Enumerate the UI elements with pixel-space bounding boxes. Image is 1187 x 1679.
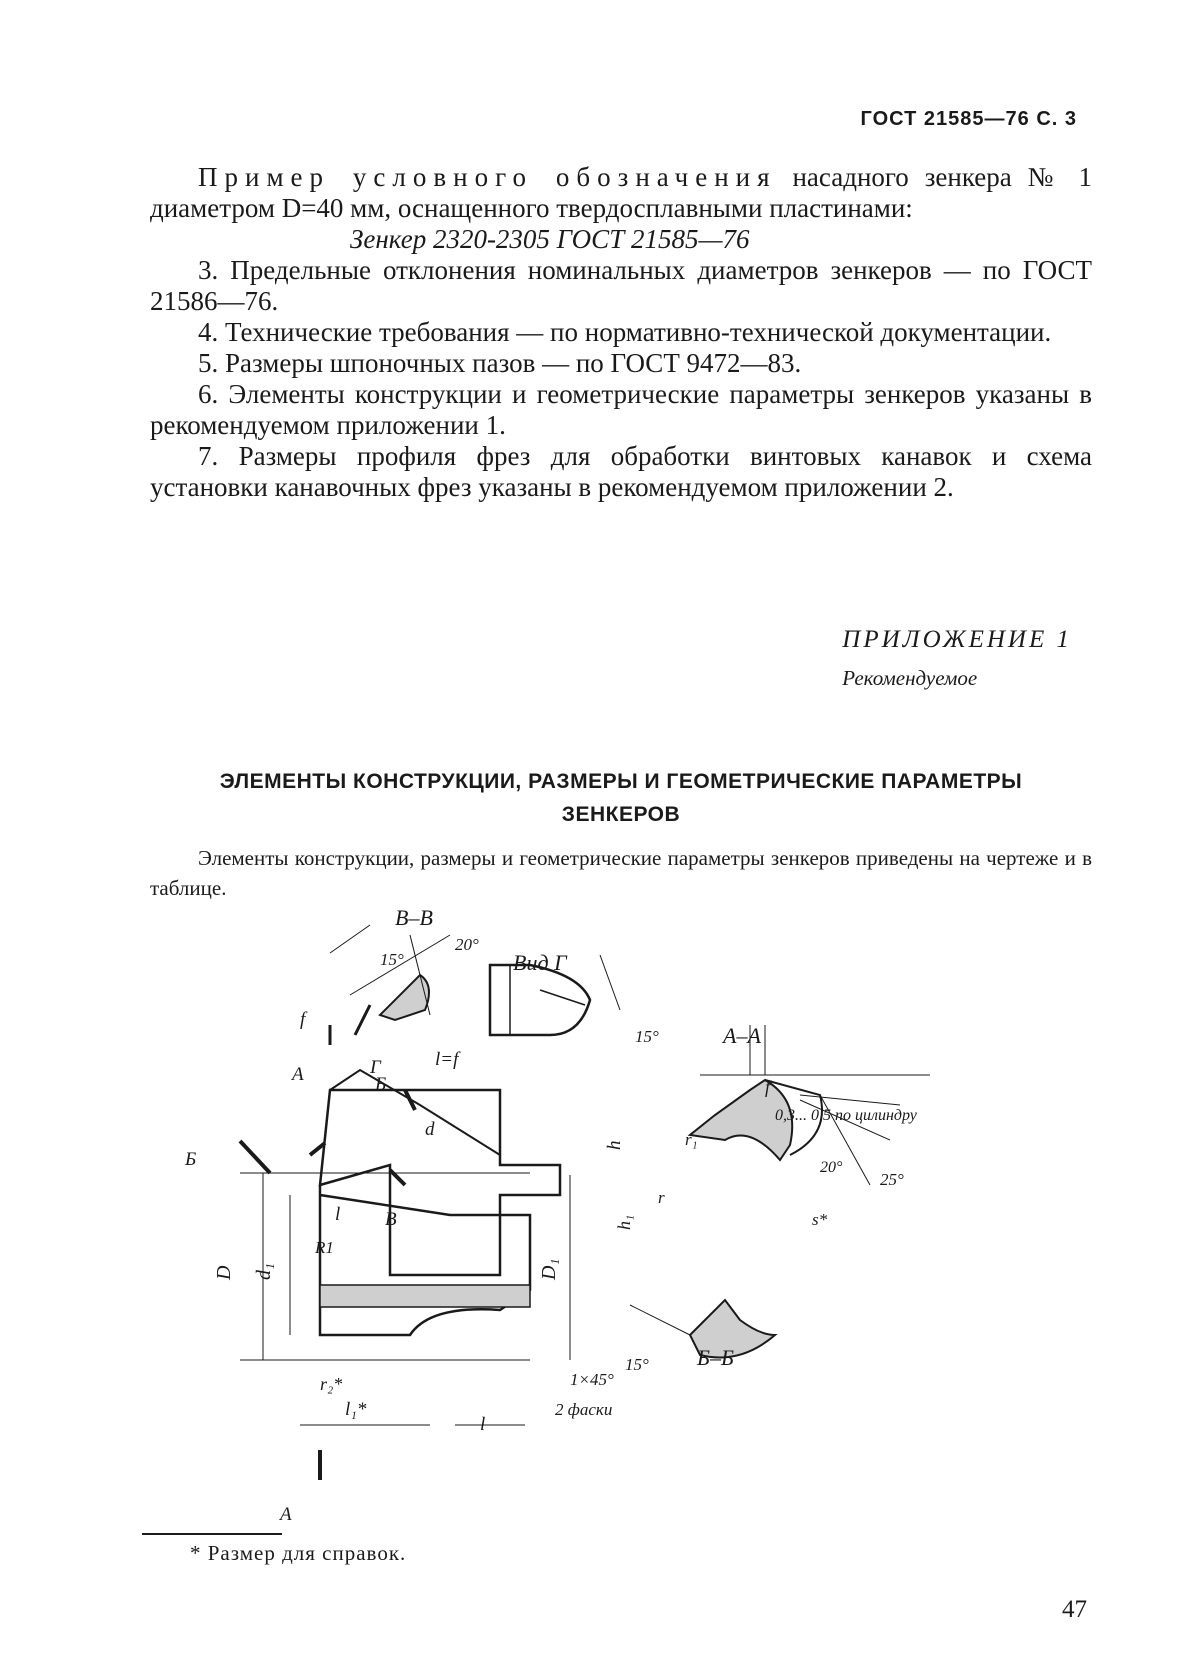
label-D1: D₁	[538, 1258, 560, 1280]
label-h: h	[604, 1140, 625, 1150]
section-aa-view	[690, 1025, 930, 1185]
label-D: D	[213, 1265, 235, 1280]
designation: Зенкер 2320-2305 ГОСТ 21585—76	[350, 224, 750, 254]
item-6: 6. Элементы конструкции и геометрические параметры зенкеров указаны в рекомендуемом приложении 1.	[150, 379, 1092, 440]
section-aa-label: А–А	[723, 1023, 761, 1048]
label-f-aa: f	[765, 1077, 771, 1097]
label-l-bottom: l	[480, 1414, 486, 1435]
example-paragraph	[150, 162, 1092, 224]
label-d1: d₁	[253, 1263, 275, 1280]
angle-25-aa: 25°	[880, 1170, 904, 1189]
label-l-eq-f: l=f	[435, 1049, 459, 1070]
label-f-top: f	[300, 1009, 306, 1030]
label-A-bottom: А	[280, 1504, 292, 1525]
angle-15-vv: 15°	[380, 950, 404, 969]
angle-15-bb: 15°	[625, 1355, 649, 1374]
example-rest: насадного зенкера № 1 диаметром D=40 мм, оснащенного твердосплавными пластинами:	[150, 162, 1093, 223]
footnote: * Размер для справок.	[190, 1541, 407, 1565]
label-B-top: Б	[375, 1074, 387, 1095]
label-r1: r₁	[685, 1130, 698, 1149]
section-vv-label: В–В	[395, 905, 433, 930]
angle-20-vv: 20°	[455, 935, 479, 954]
running-head: ГОСТ 21585—76 С. 3	[860, 108, 1077, 130]
view-g-label: Вид Г	[513, 950, 567, 975]
label-B-left: Б	[185, 1149, 197, 1170]
section-intro	[150, 843, 1092, 903]
label-r2: r₂*	[320, 1374, 343, 1394]
label-R1: R1	[315, 1238, 334, 1257]
section-vv-view	[350, 935, 450, 1020]
label-V: В	[385, 1209, 397, 1230]
item-5: 5. Размеры шпоночных пазов — по ГОСТ 9472—83.	[198, 348, 802, 378]
label-r: r	[658, 1188, 665, 1207]
chamfer-label: 1×45°	[570, 1370, 614, 1389]
label-s: s*	[812, 1210, 828, 1229]
footnote-rule	[142, 1533, 282, 1535]
item-3: 3. Предельные отклонения номинальных диаметров зенкеров — по ГОСТ 21586—76.	[150, 255, 1092, 316]
appendix-label: ПРИЛОЖЕНИЕ 1	[842, 626, 1072, 653]
countersink-drawing	[180, 895, 1080, 1545]
cyl-note: 0,3... 0,5 по цилиндру	[775, 1107, 917, 1124]
main-body	[150, 162, 1092, 503]
appendix-status: Рекомендуемое	[842, 666, 978, 690]
section-bb-label: Б–Б	[697, 1345, 734, 1370]
section-title	[150, 765, 1092, 831]
label-A-top: А	[292, 1064, 304, 1085]
appendix-block	[842, 626, 1072, 691]
item-4: 4. Технические требования — по нормативно-технической документации.	[198, 317, 1052, 347]
angle-15-g: 15°	[635, 1027, 659, 1046]
page-number: 47	[1062, 1596, 1087, 1623]
item-7: 7. Размеры профиля фрез для обработки винтовых канавок и схема установки канавочных фрез указаны в рекомендуемом приложении 2.	[150, 441, 1092, 502]
angle-20-aa: 20°	[820, 1159, 843, 1176]
chamfers-2-label: 2 фаски	[555, 1400, 613, 1419]
section-intro-text: Элементы конструкции, размеры и геометрические параметры зенкеров приведены на чертеже и в таблице.	[150, 846, 1092, 900]
label-G: Г	[370, 1057, 381, 1078]
section-title-line1: ЭЛЕМЕНТЫ КОНСТРУКЦИИ, РАЗМЕРЫ И ГЕОМЕТРИЧЕСКИЕ ПАРАМЕТРЫ	[219, 770, 1023, 793]
label-l1: l₁*	[345, 1399, 367, 1420]
section-title-line2: ЗЕНКЕРОВ	[561, 803, 681, 826]
label-l-mid: l	[335, 1204, 341, 1225]
label-d: d	[425, 1119, 435, 1140]
example-intro: Пример условного обозначения	[198, 162, 777, 192]
label-h1: h₁	[614, 1214, 634, 1230]
